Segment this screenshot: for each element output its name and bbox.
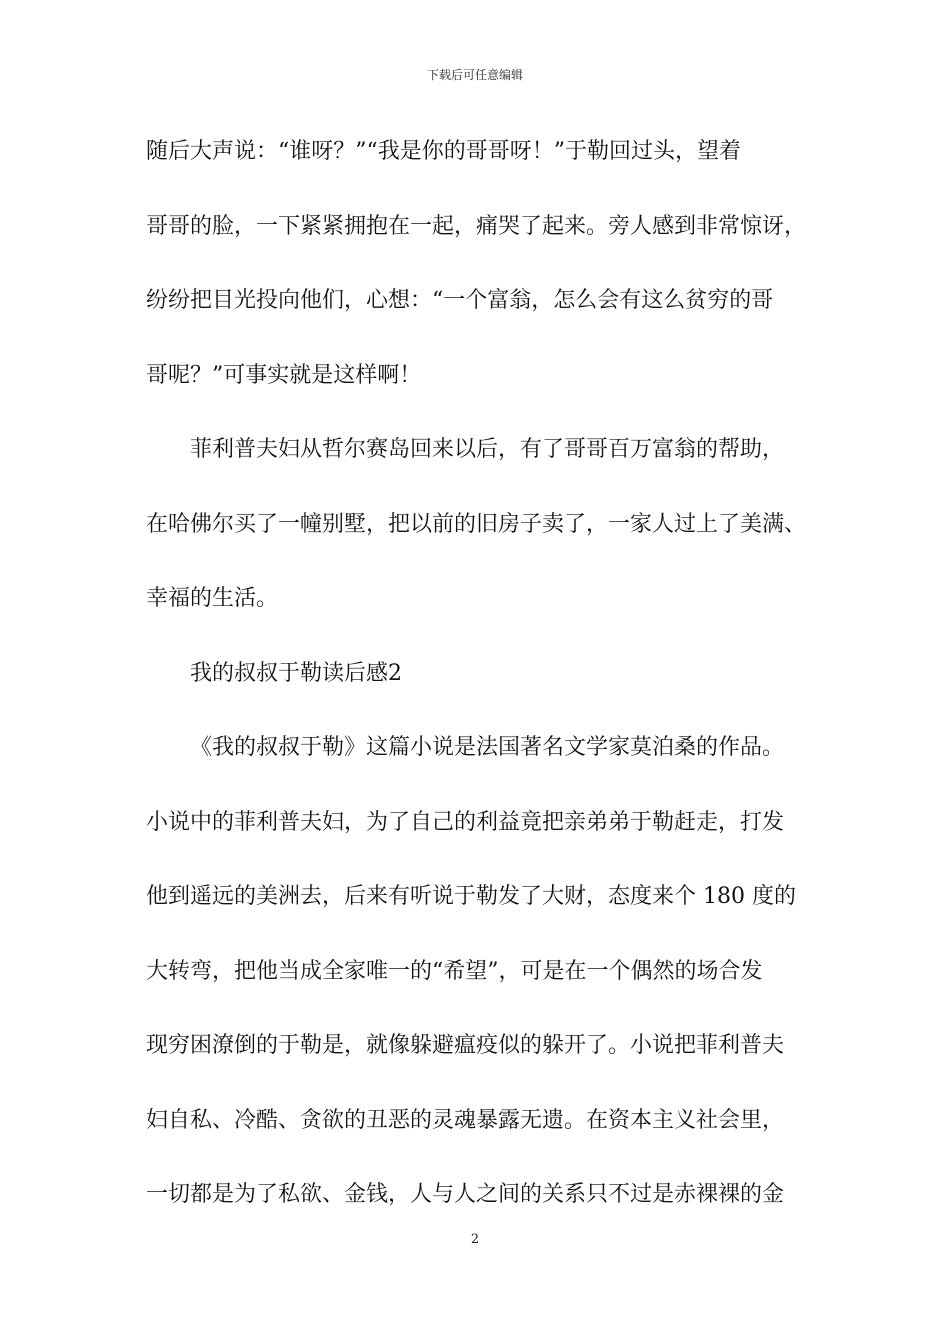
text-line: 他到遥远的美洲去，后来有听说于勒发了大财，态度来个 180 度的 xyxy=(146,884,796,909)
page-header: 下载后可任意编辑 xyxy=(426,68,523,82)
text-line: 哥哥的脸，一下紧紧拥抱在一起，痛哭了起来。旁人感到非常惊讶， xyxy=(146,213,807,239)
text-line: 哥呢？”可事实就是这样啊！ xyxy=(146,362,422,388)
paragraph-start-line: 菲利普夫妇从哲尔赛岛回来以后，有了哥哥百万富翁的帮助， xyxy=(190,437,785,462)
text-line: 纷纷把目光投向他们，心想：“一个富翁，怎么会有这么贫穷的哥 xyxy=(146,288,774,313)
text-line: 小说中的菲利普夫妇，为了自己的利益竟把亲弟弟于勒赶走，打发 xyxy=(146,809,785,835)
text-line: 幸福的生活。 xyxy=(146,586,279,611)
paragraph-start-line: 《我的叔叔于勒》这篇小说是法国著名文学家莫泊桑的作品。 xyxy=(190,735,785,760)
text-line: 一切都是为了私欲、金钱，人与人之间的关系只不过是赤裸裸的金 xyxy=(146,1182,785,1207)
text-line: 妇自私、冷酷、贪欲的丑恶的灵魂暴露无遗。在资本主义社会里， xyxy=(146,1107,785,1133)
section-heading: 我的叔叔于勒读后感2 xyxy=(190,660,402,686)
page-number: 2 xyxy=(470,1232,480,1247)
text-line: 现穷困潦倒的于勒是，就像躲避瘟疫似的躲开了。小说把菲利普夫 xyxy=(146,1033,785,1058)
text-line: 在哈佛尔买了一幢别墅，把以前的旧房子卖了，一家人过上了美满、 xyxy=(146,511,807,537)
text-line: 大转弯，把他当成全家唯一的“希望”，可是在一个偶然的场合发 xyxy=(146,958,763,984)
body-text xyxy=(146,128,836,1246)
text-line: 随后大声说：“谁呀？”“我是你的哥哥呀！”于勒回过头，望着 xyxy=(146,139,741,164)
